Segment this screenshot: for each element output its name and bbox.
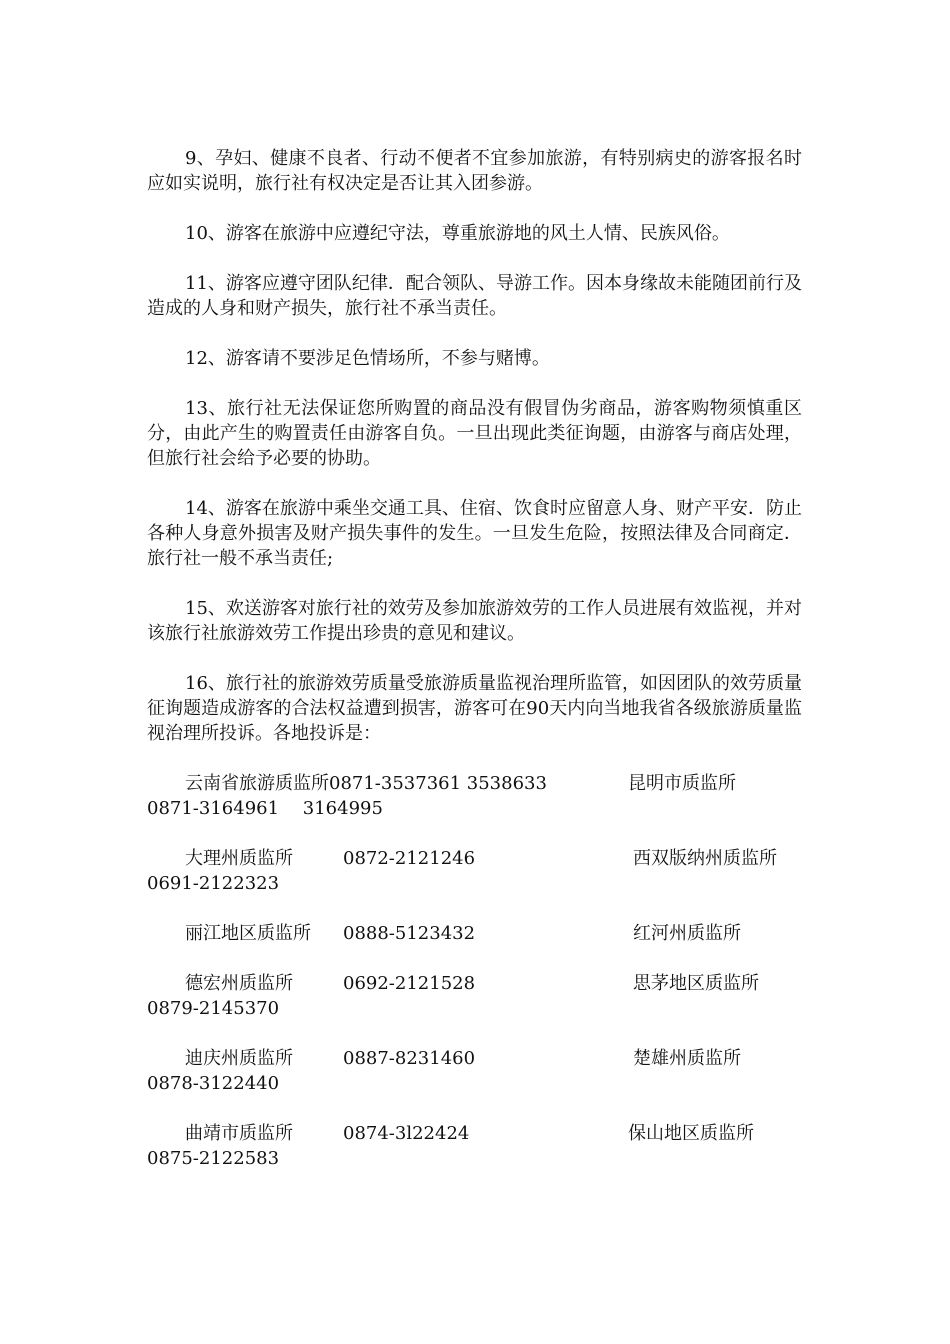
office-name: 楚雄州质监所 (633, 1048, 741, 1069)
paragraph-13: 13、旅行社无法保证您所购置的商品没有假冒伪劣商品，游客购物须慎重区分，由此产生的购置责任由游客自负。一旦出现此类征询题，由游客与商店处理，但旅行社会给予必要的协助。 (147, 398, 802, 469)
office-phone: 0871-3164961 3164995 (147, 798, 383, 819)
paragraph-9: 9、孕妇、健康不良者、行动不便者不宜参加旅游，有特别病史的游客报名时应如实说明，旅行社有权决定是否让其入团参游。 (147, 148, 802, 194)
contact-row (147, 971, 802, 1021)
office-phone: 0888-5123432 (343, 923, 476, 944)
office-name: 西双版纳州质监所 (633, 848, 777, 869)
contact-row (147, 1046, 802, 1096)
office-name: 大理州质监所 (185, 848, 293, 869)
paragraph-16: 16、旅行社的旅游效劳质量受旅游质量监视治理所监管，如因团队的效劳质量征询题造成游客的合法权益遭到损害，游客可在90天内向当地我省各级旅游质量监视治理所投诉。各地投诉是： (147, 673, 802, 744)
office-name: 德宏州质监所 (185, 973, 293, 994)
office-name: 昆明市质监所 (628, 773, 736, 794)
paragraph-15: 15、欢送游客对旅行社的效劳及参加旅游效劳的工作人员进展有效监视，并对该旅行社旅游效劳工作提出珍贵的意见和建议。 (147, 598, 802, 644)
paragraph-10: 10、游客在旅游中应遵纪守法，尊重旅游地的风土人情、民族风俗。 (185, 223, 730, 244)
office-phone: 0875-2122583 (147, 1148, 280, 1169)
office-phone: 0874-3l22424 (343, 1123, 470, 1144)
contact-row (147, 921, 802, 946)
office-phone: 0872-2121246 (343, 848, 476, 869)
paragraph-14: 14、游客在旅游中乘坐交通工具、住宿、饮食时应留意人身、财产平安．防止各种人身意外损害及财产损失事件的发生。一旦发生危险，按照法律及合同商定．旅行社一般不承当责任; (147, 498, 802, 569)
office-name: 迪庆州质监所 (185, 1048, 293, 1069)
office-name: 曲靖市质监所 (185, 1123, 293, 1144)
office-phone: 0887-8231460 (343, 1048, 476, 1069)
contact-row (147, 846, 802, 896)
document-page (147, 146, 802, 1196)
paragraph-11: 11、游客应遵守团队纪律．配合领队、导游工作。因本身缘故未能随团前行及造成的人身和财产损失，旅行社不承当责任。 (147, 273, 802, 319)
office-name: 保山地区质监所 (628, 1123, 754, 1144)
office-phone: 0692-2121528 (343, 973, 476, 994)
office-name: 思茅地区质监所 (633, 973, 759, 994)
office-phone: 0691-2122323 (147, 873, 280, 894)
office-name: 丽江地区质监所 (185, 923, 311, 944)
contact-row (147, 1121, 802, 1171)
office-phone: 0879-2145370 (147, 998, 280, 1019)
office-phone: 0878-3122440 (147, 1073, 280, 1094)
office-name: 红河州质监所 (633, 923, 741, 944)
office-phone: 0871-3537361 3538633 (329, 773, 547, 794)
office-name: 云南省旅游质监所 (185, 773, 329, 794)
paragraph-12: 12、游客请不要涉足色情场所，不参与赌博。 (185, 348, 550, 369)
contact-row (147, 771, 802, 821)
